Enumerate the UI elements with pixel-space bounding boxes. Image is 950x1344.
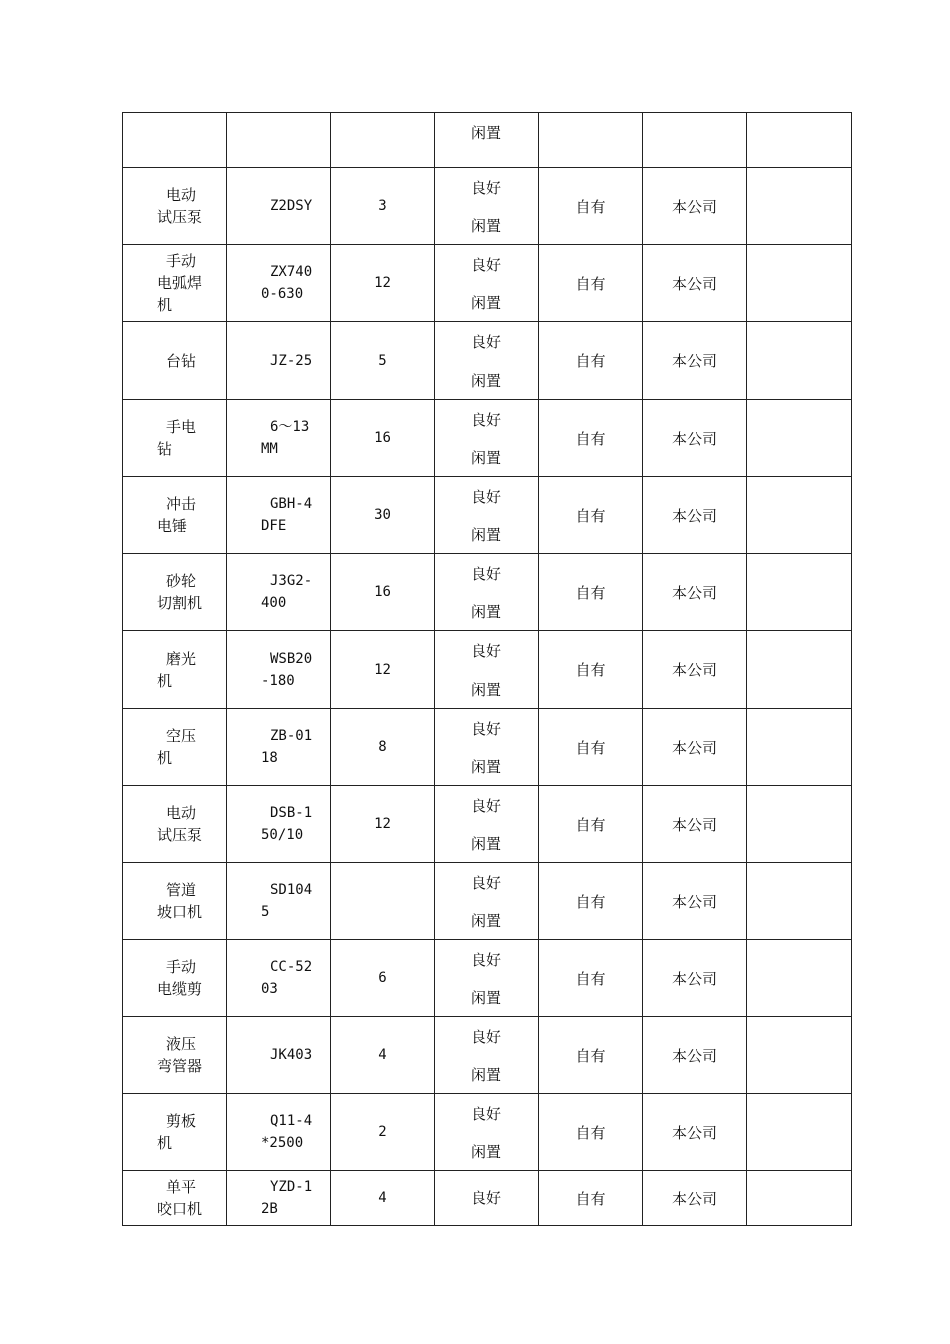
ownership-cell <box>539 113 643 168</box>
note-cell <box>747 1171 852 1226</box>
ownership-cell <box>539 245 643 322</box>
owner: 本公司 <box>671 274 717 293</box>
equipment-name-cell <box>123 631 227 709</box>
model-cell <box>227 113 331 168</box>
status-cell <box>435 709 539 786</box>
owner: 本公司 <box>671 738 717 757</box>
ownership-cell <box>539 786 643 863</box>
status-cell <box>435 1094 539 1171</box>
note-cell <box>747 631 852 709</box>
owner-cell <box>643 113 747 168</box>
ownership-cell <box>539 168 643 245</box>
owner-cell <box>643 709 747 786</box>
equipment-name-cell <box>123 322 227 400</box>
quantity: 12 <box>374 661 391 678</box>
status-text: 闲置 <box>471 912 502 930</box>
status-text: 良好 <box>471 642 502 660</box>
model-cell <box>227 245 331 322</box>
quantity-cell <box>331 168 435 245</box>
table-row <box>123 863 852 940</box>
owner: 本公司 <box>671 197 717 216</box>
table-row <box>123 1094 852 1171</box>
owner-cell <box>643 940 747 1017</box>
equipment-name-cell <box>123 477 227 554</box>
equipment-name-cell <box>123 786 227 863</box>
owner: 本公司 <box>671 661 717 679</box>
status-cell <box>435 786 539 863</box>
equipment-name-cell <box>123 863 227 940</box>
status-cell <box>435 554 539 631</box>
ownership-cell <box>539 554 643 631</box>
quantity-cell <box>331 1017 435 1094</box>
status-text: 良好 <box>471 874 502 892</box>
model-number: CC-5203 <box>261 959 313 997</box>
owner: 本公司 <box>671 815 717 834</box>
equipment-name-cell <box>123 400 227 477</box>
owner: 本公司 <box>671 429 717 448</box>
quantity: 4 <box>378 1190 387 1206</box>
ownership: 自有 <box>575 197 606 216</box>
equipment-name-cell <box>123 1171 227 1226</box>
ownership: 自有 <box>575 969 606 988</box>
status-text: 闲置 <box>471 526 502 544</box>
quantity-cell <box>331 940 435 1017</box>
equipment-table-body <box>123 113 852 1226</box>
note-cell <box>747 1094 852 1171</box>
note-cell <box>747 786 852 863</box>
owner-cell <box>643 245 747 322</box>
quantity: 4 <box>378 1047 387 1063</box>
owner: 本公司 <box>671 1046 717 1065</box>
ownership-cell <box>539 322 643 400</box>
ownership-cell <box>539 1171 643 1226</box>
note-cell <box>747 245 852 322</box>
model-cell <box>227 709 331 786</box>
quantity: 6 <box>378 970 387 986</box>
equipment-name: 空压机 <box>157 727 197 767</box>
equipment-name-cell <box>123 554 227 631</box>
status-text: 闲置 <box>471 1066 502 1084</box>
note-cell <box>747 322 852 400</box>
equipment-name-cell <box>123 1094 227 1171</box>
equipment-name-cell <box>123 245 227 322</box>
status-text: 闲置 <box>471 835 502 853</box>
status-text: 良好 <box>471 797 502 815</box>
model-number: DSB-150/10 <box>261 805 313 843</box>
quantity-cell <box>331 786 435 863</box>
status-text: 闲置 <box>471 1143 502 1161</box>
status-text: 良好 <box>471 179 502 197</box>
ownership: 自有 <box>575 1123 606 1142</box>
table-row <box>123 245 852 322</box>
owner-cell <box>643 400 747 477</box>
status-text: 良好 <box>471 1028 502 1046</box>
quantity: 8 <box>378 739 387 755</box>
status-cell <box>435 1017 539 1094</box>
model-cell <box>227 554 331 631</box>
equipment-name: 剪板机 <box>157 1112 197 1152</box>
equipment-name-cell <box>123 168 227 245</box>
status-text: 闲置 <box>471 758 502 776</box>
model-cell <box>227 1017 331 1094</box>
quantity: 12 <box>374 275 391 291</box>
ownership: 自有 <box>575 738 606 757</box>
status-text: 闲置 <box>471 603 502 621</box>
quantity-cell <box>331 554 435 631</box>
ownership-cell <box>539 709 643 786</box>
quantity: 12 <box>374 816 391 832</box>
quantity-cell <box>331 245 435 322</box>
model-cell <box>227 322 331 400</box>
model-number: YZD-12B <box>261 1179 313 1217</box>
owner: 本公司 <box>671 1189 717 1208</box>
model-number: WSB20-180 <box>261 650 313 689</box>
quantity-cell <box>331 631 435 709</box>
note-cell <box>747 477 852 554</box>
owner-cell <box>643 1094 747 1171</box>
status-text: 良好 <box>471 488 502 506</box>
model-number: GBH-4DFE <box>261 496 313 534</box>
ownership-cell <box>539 631 643 709</box>
model-number: JK403 <box>270 1047 313 1063</box>
model-number: Q11-4*2500 <box>261 1113 313 1151</box>
ownership-cell <box>539 477 643 554</box>
owner-cell <box>643 1171 747 1226</box>
owner: 本公司 <box>671 892 717 911</box>
quantity: 16 <box>374 584 391 600</box>
status-text: 闲置 <box>471 217 502 235</box>
quantity: 5 <box>378 352 387 369</box>
ownership: 自有 <box>575 815 606 834</box>
model-cell <box>227 400 331 477</box>
status-text: 闲置 <box>471 124 502 142</box>
owner: 本公司 <box>671 583 717 602</box>
equipment-name: 电动试压泵 <box>157 804 203 844</box>
ownership: 自有 <box>575 506 606 525</box>
owner-cell <box>643 322 747 400</box>
quantity: 2 <box>378 1124 387 1140</box>
note-cell <box>747 554 852 631</box>
owner-cell <box>643 786 747 863</box>
model-cell <box>227 863 331 940</box>
ownership-cell <box>539 863 643 940</box>
equipment-name: 手电钻 <box>157 418 197 458</box>
table-row <box>123 477 852 554</box>
note-cell <box>747 1017 852 1094</box>
status-text: 闲置 <box>471 449 502 467</box>
quantity: 16 <box>374 430 391 446</box>
ownership-cell <box>539 1094 643 1171</box>
model-cell <box>227 940 331 1017</box>
status-text: 闲置 <box>471 294 502 312</box>
status-text: 良好 <box>471 1105 502 1123</box>
equipment-name-cell <box>123 709 227 786</box>
status-cell <box>435 400 539 477</box>
note-cell <box>747 168 852 245</box>
owner-cell <box>643 554 747 631</box>
note-cell <box>747 863 852 940</box>
ownership: 自有 <box>575 429 606 448</box>
status-text: 闲置 <box>471 681 502 699</box>
status-text: 良好 <box>471 256 502 274</box>
owner-cell <box>643 863 747 940</box>
owner: 本公司 <box>671 969 717 988</box>
model-cell <box>227 786 331 863</box>
status-cell <box>435 940 539 1017</box>
quantity-cell <box>331 863 435 940</box>
ownership: 自有 <box>575 661 606 679</box>
equipment-name: 手动电弧焊机 <box>157 252 203 314</box>
model-cell <box>227 168 331 245</box>
equipment-name: 磨光机 <box>157 649 197 690</box>
equipment-name-cell <box>123 940 227 1017</box>
ownership-cell <box>539 1017 643 1094</box>
status-cell <box>435 322 539 400</box>
equipment-name: 电动试压泵 <box>157 186 203 226</box>
table-row <box>123 400 852 477</box>
table-row <box>123 168 852 245</box>
note-cell <box>747 400 852 477</box>
owner-cell <box>643 1017 747 1094</box>
note-cell <box>747 940 852 1017</box>
model-number: J3G2-400 <box>261 573 313 611</box>
quantity: 3 <box>378 198 387 214</box>
model-number: ZX7400-630 <box>261 264 313 302</box>
model-number: SD1045 <box>261 882 313 920</box>
quantity-cell <box>331 322 435 400</box>
note-cell <box>747 709 852 786</box>
table-row <box>123 631 852 709</box>
quantity-cell <box>331 709 435 786</box>
equipment-name-cell <box>123 1017 227 1094</box>
table-row <box>123 322 852 400</box>
model-number: 6～13MM <box>261 419 310 457</box>
equipment-name: 砂轮切割机 <box>157 572 203 612</box>
status-text: 良好 <box>471 1189 502 1207</box>
equipment-name-cell <box>123 113 227 168</box>
status-cell <box>435 168 539 245</box>
ownership: 自有 <box>575 892 606 911</box>
quantity-cell <box>331 113 435 168</box>
owner-cell <box>643 168 747 245</box>
table-row <box>123 113 852 168</box>
equipment-name: 液压弯管器 <box>157 1035 203 1075</box>
ownership: 自有 <box>575 1189 606 1208</box>
status-cell <box>435 863 539 940</box>
model-cell <box>227 631 331 709</box>
equipment-name: 管道坡口机 <box>157 881 203 921</box>
note-cell <box>747 113 852 168</box>
table-row <box>123 709 852 786</box>
ownership: 自有 <box>575 274 606 293</box>
model-number: ZB-0118 <box>261 728 313 766</box>
ownership-cell <box>539 400 643 477</box>
quantity: 30 <box>374 507 391 523</box>
table-row <box>123 1171 852 1226</box>
status-text: 良好 <box>471 411 502 429</box>
equipment-name: 冲击电锤 <box>157 495 197 535</box>
table-row <box>123 554 852 631</box>
status-cell <box>435 113 539 168</box>
table-row <box>123 786 852 863</box>
quantity-cell <box>331 400 435 477</box>
ownership: 自有 <box>575 583 606 602</box>
owner-cell <box>643 631 747 709</box>
table-row <box>123 1017 852 1094</box>
status-cell <box>435 1171 539 1226</box>
model-cell <box>227 1094 331 1171</box>
equipment-table <box>122 112 852 1226</box>
owner-cell <box>643 477 747 554</box>
status-cell <box>435 631 539 709</box>
quantity-cell <box>331 477 435 554</box>
owner: 本公司 <box>671 1123 717 1142</box>
status-text: 良好 <box>471 333 502 351</box>
equipment-name: 单平咬口机 <box>157 1178 203 1218</box>
status-cell <box>435 477 539 554</box>
equipment-name: 手动电缆剪 <box>157 958 203 998</box>
owner: 本公司 <box>671 506 717 525</box>
quantity-cell <box>331 1094 435 1171</box>
ownership-cell <box>539 940 643 1017</box>
ownership: 自有 <box>575 352 606 370</box>
model-number: Z2DSY <box>270 198 313 214</box>
status-text: 闲置 <box>471 372 502 390</box>
status-text: 良好 <box>471 720 502 738</box>
model-cell <box>227 1171 331 1226</box>
equipment-name: 台钻 <box>166 351 197 370</box>
model-cell <box>227 477 331 554</box>
owner: 本公司 <box>671 352 717 370</box>
model-number: JZ-25 <box>270 352 313 369</box>
ownership: 自有 <box>575 1046 606 1065</box>
status-text: 良好 <box>471 951 502 969</box>
quantity-cell <box>331 1171 435 1226</box>
status-text: 良好 <box>471 565 502 583</box>
status-cell <box>435 245 539 322</box>
status-text: 闲置 <box>471 989 502 1007</box>
table-row <box>123 940 852 1017</box>
